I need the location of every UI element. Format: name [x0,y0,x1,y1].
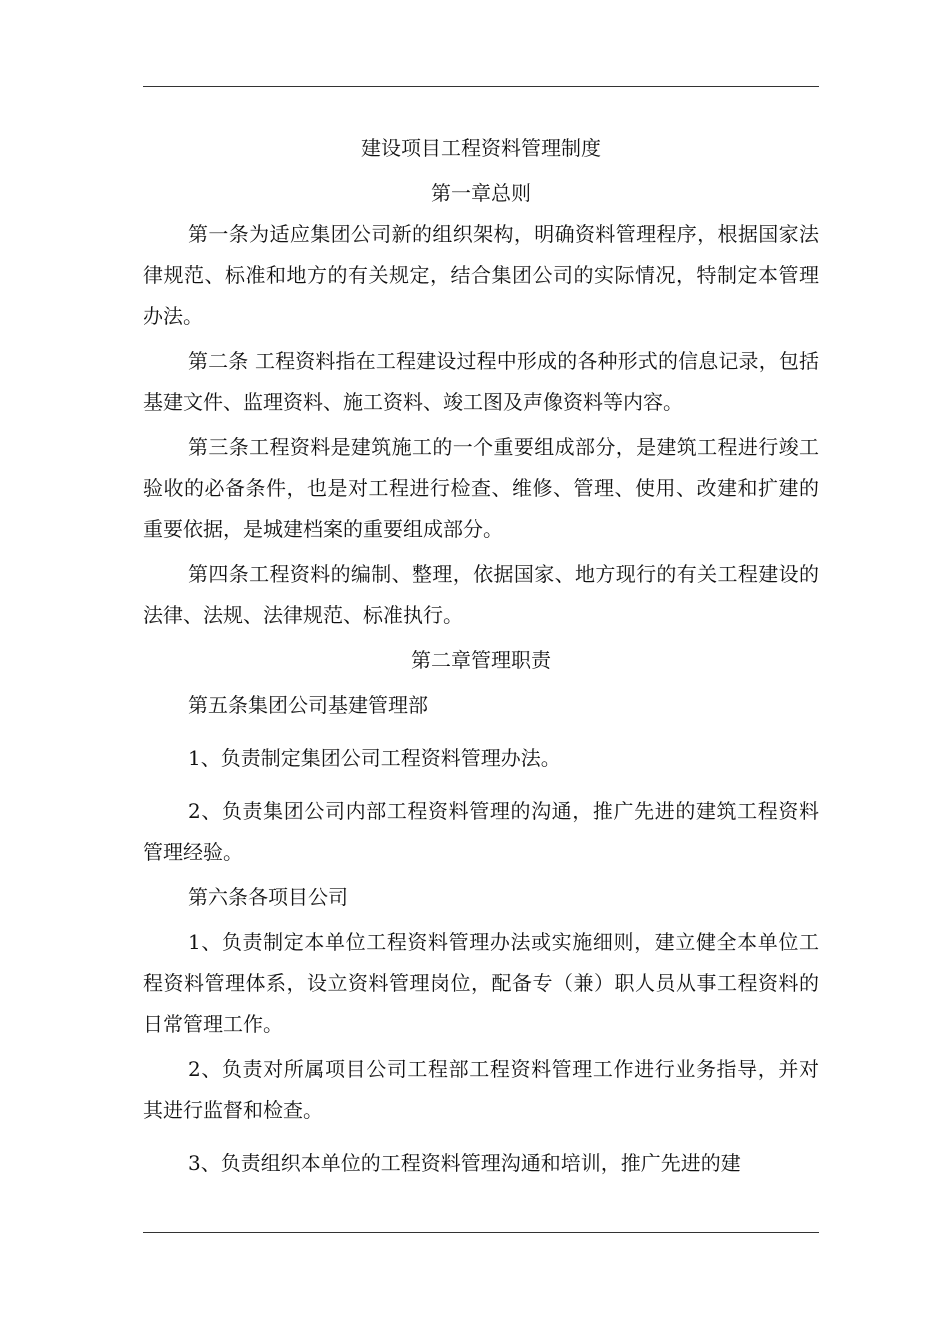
article-5-item-2: 2、负责集团公司内部工程资料管理的沟通，推广先进的建筑工程资料管理经验。 [143,799,819,864]
article-1: 第一条为适应集团公司新的组织架构，明确资料管理程序，根据国家法律规范、标准和地方的有关规定，结合集团公司的实际情况，特制定本管理办法。 [143,222,819,328]
article-6-heading: 第六条各项目公司 [188,885,348,909]
footer-rule [143,1232,819,1233]
document-body [143,128,819,1184]
chapter-heading-2: 第二章管理职责 [411,648,551,672]
article-4: 第四条工程资料的编制、整理，依据国家、地方现行的有关工程建设的法律、法规、法律规范、标准执行。 [143,562,819,627]
article-6-item-1: 1、负责制定本单位工程资料管理办法或实施细则，建立健全本单位工程资料管理体系，设立资料管理岗位，配备专（兼）职人员从事工程资料的日常管理工作。 [143,930,819,1036]
document-title: 建设项目工程资料管理制度 [361,136,601,160]
article-3: 第三条工程资料是建筑施工的一个重要组成部分，是建筑工程进行竣工验收的必备条件，也是对工程进行检查、维修、管理、使用、改建和扩建的重要依据，是城建档案的重要组成部分。 [143,435,819,541]
chapter-heading-1: 第一章总则 [431,181,531,205]
article-5-heading: 第五条集团公司基建管理部 [188,693,428,717]
article-5-item-1: 1、负责制定集团公司工程资料管理办法。 [188,746,561,770]
article-6-item-3: 3、负责组织本单位的工程资料管理沟通和培训，推广先进的建 [188,1151,741,1175]
article-2: 第二条 工程资料指在工程建设过程中形成的各种形式的信息记录，包括基建文件、监理资料、施工资料、竣工图及声像资料等内容。 [143,349,819,414]
article-6-item-2: 2、负责对所属项目公司工程部工程资料管理工作进行业务指导，并对其进行监督和检查。 [143,1057,819,1122]
header-rule [143,86,819,87]
